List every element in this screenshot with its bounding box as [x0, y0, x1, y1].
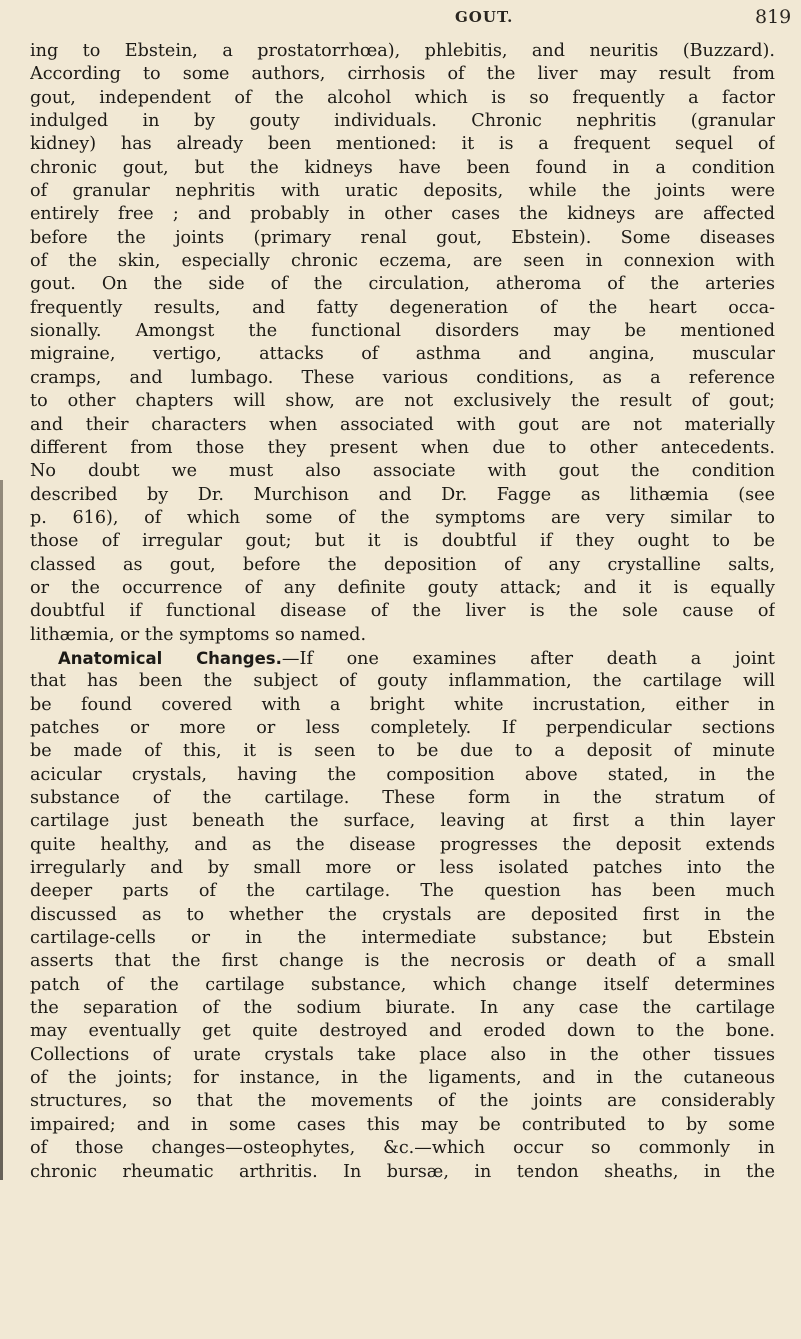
text-line: described by Dr. Murchison and Dr. Fagge as lithæmia (see [30, 484, 775, 505]
text-line: lithæmia, or the symptoms so named. [30, 624, 367, 645]
section-first-line [30, 647, 775, 670]
text-line: chronic gout, but the kidneys have been found in a condition [30, 157, 775, 178]
text-line: patch of the cartilage substance, which change itself determines [30, 974, 775, 995]
text-line: of granular nephritis with uratic deposits, while the joints were [30, 181, 775, 202]
text-line: or the occurrence of any definite gouty attack; and it is equally [30, 577, 775, 598]
text-line: indulged in by gouty individuals. Chronic nephritis (granular [30, 111, 775, 132]
text-line: acicular crystals, having the composition above stated, in the [30, 764, 775, 785]
section-lead-text: —If one examines after death a joint [281, 648, 775, 669]
text-line: gout, independent of the alcohol which is so frequently a factor [30, 87, 775, 108]
text-line: gout. On the side of the circulation, atheroma of the arteries [30, 274, 775, 295]
text-line: deeper parts of the cartilage. The question has been much [30, 881, 775, 902]
text-line: be found covered with a bright white incrustation, either in [30, 694, 775, 715]
text-line: before the joints (primary renal gout, Ebstein). Some diseases [30, 227, 775, 248]
text-line: According to some authors, cirrhosis of the liver may result from [30, 64, 775, 85]
body-text [30, 40, 775, 1184]
text-line: substance of the cartilage. These form in the stratum of [30, 788, 775, 808]
text-line: different from those they present when due to other antecedents. [30, 437, 775, 458]
text-line: sionally. Amongst the functional disorders may be mentioned [30, 321, 775, 342]
text-line: structures, so that the movements of the joints are considerably [30, 1091, 775, 1112]
text-line: p. 616), of which some of the symptoms are very similar to [30, 507, 775, 528]
text-line: No doubt we must also associate with gout the condition [30, 461, 775, 482]
text-line: discussed as to whether the crystals are deposited first in the [30, 904, 775, 925]
text-line: be made of this, it is seen to be due to a deposit of minute [30, 741, 775, 762]
running-title: GOUT. [455, 8, 514, 26]
text-line: ing to Ebstein, a prostatorrhœa), phlebitis, and neuritis (Buzzard). [30, 41, 775, 61]
text-line: and their characters when associated with gout are not materially [30, 414, 775, 435]
text-line: chronic rheumatic arthritis. In bursæ, in tendon sheaths, in the [30, 1161, 775, 1182]
text-line: patches or more or less completely. If perpendicular sections [30, 717, 775, 738]
text-line: frequently results, and fatty degeneration of the heart occa- [30, 297, 775, 318]
text-line: of the joints; for instance, in the ligaments, and in the cutaneous [30, 1068, 775, 1089]
text-line: impaired; and in some cases this may be contributed to by some [30, 1114, 775, 1135]
page-number: 819 [755, 6, 792, 28]
text-line: asserts that the first change is the necrosis or death of a small [30, 951, 775, 972]
text-line: cramps, and lumbago. These various conditions, as a reference [30, 367, 775, 388]
text-line: kidney) has already been mentioned: it is a frequent sequel of [30, 134, 775, 155]
text-line: cartilage-cells or in the intermediate substance; but Ebstein [30, 928, 775, 949]
text-line: classed as gout, before the deposition of any crystalline salts, [30, 554, 775, 575]
text-line: those of irregular gout; but it is doubtful if they ought to be [30, 531, 775, 552]
text-line: entirely free ; and probably in other cases the kidneys are affected [30, 204, 775, 225]
text-line: may eventually get quite destroyed and eroded down to the bone. [30, 1021, 775, 1042]
text-line: Collections of urate crystals take place also in the other tissues [30, 1044, 775, 1065]
text-line: migraine, vertigo, attacks of asthma and angina, muscular [30, 344, 775, 365]
section-heading: Anatomical Changes. [58, 648, 282, 668]
text-line: quite healthy, and as the disease progresses the deposit extends [30, 834, 775, 855]
text-line: to other chapters will show, are not exclusively the result of gout; [30, 391, 775, 412]
text-line: of those changes—osteophytes, &c.—which occur so commonly in [30, 1138, 775, 1159]
text-line: doubtful if functional disease of the liver is the sole cause of [30, 601, 775, 622]
page-edge-shadow [0, 480, 3, 1180]
text-line: of the skin, especially chronic eczema, are seen in connexion with [30, 251, 775, 272]
text-line: the separation of the sodium biurate. In any case the cartilage [30, 998, 775, 1019]
text-line: cartilage just beneath the surface, leaving at first a thin layer [30, 811, 775, 832]
text-line: irregularly and by small more or less isolated patches into the [30, 858, 775, 879]
text-line: that has been the subject of gouty inflammation, the cartilage will [30, 671, 775, 692]
running-head [0, 6, 801, 32]
